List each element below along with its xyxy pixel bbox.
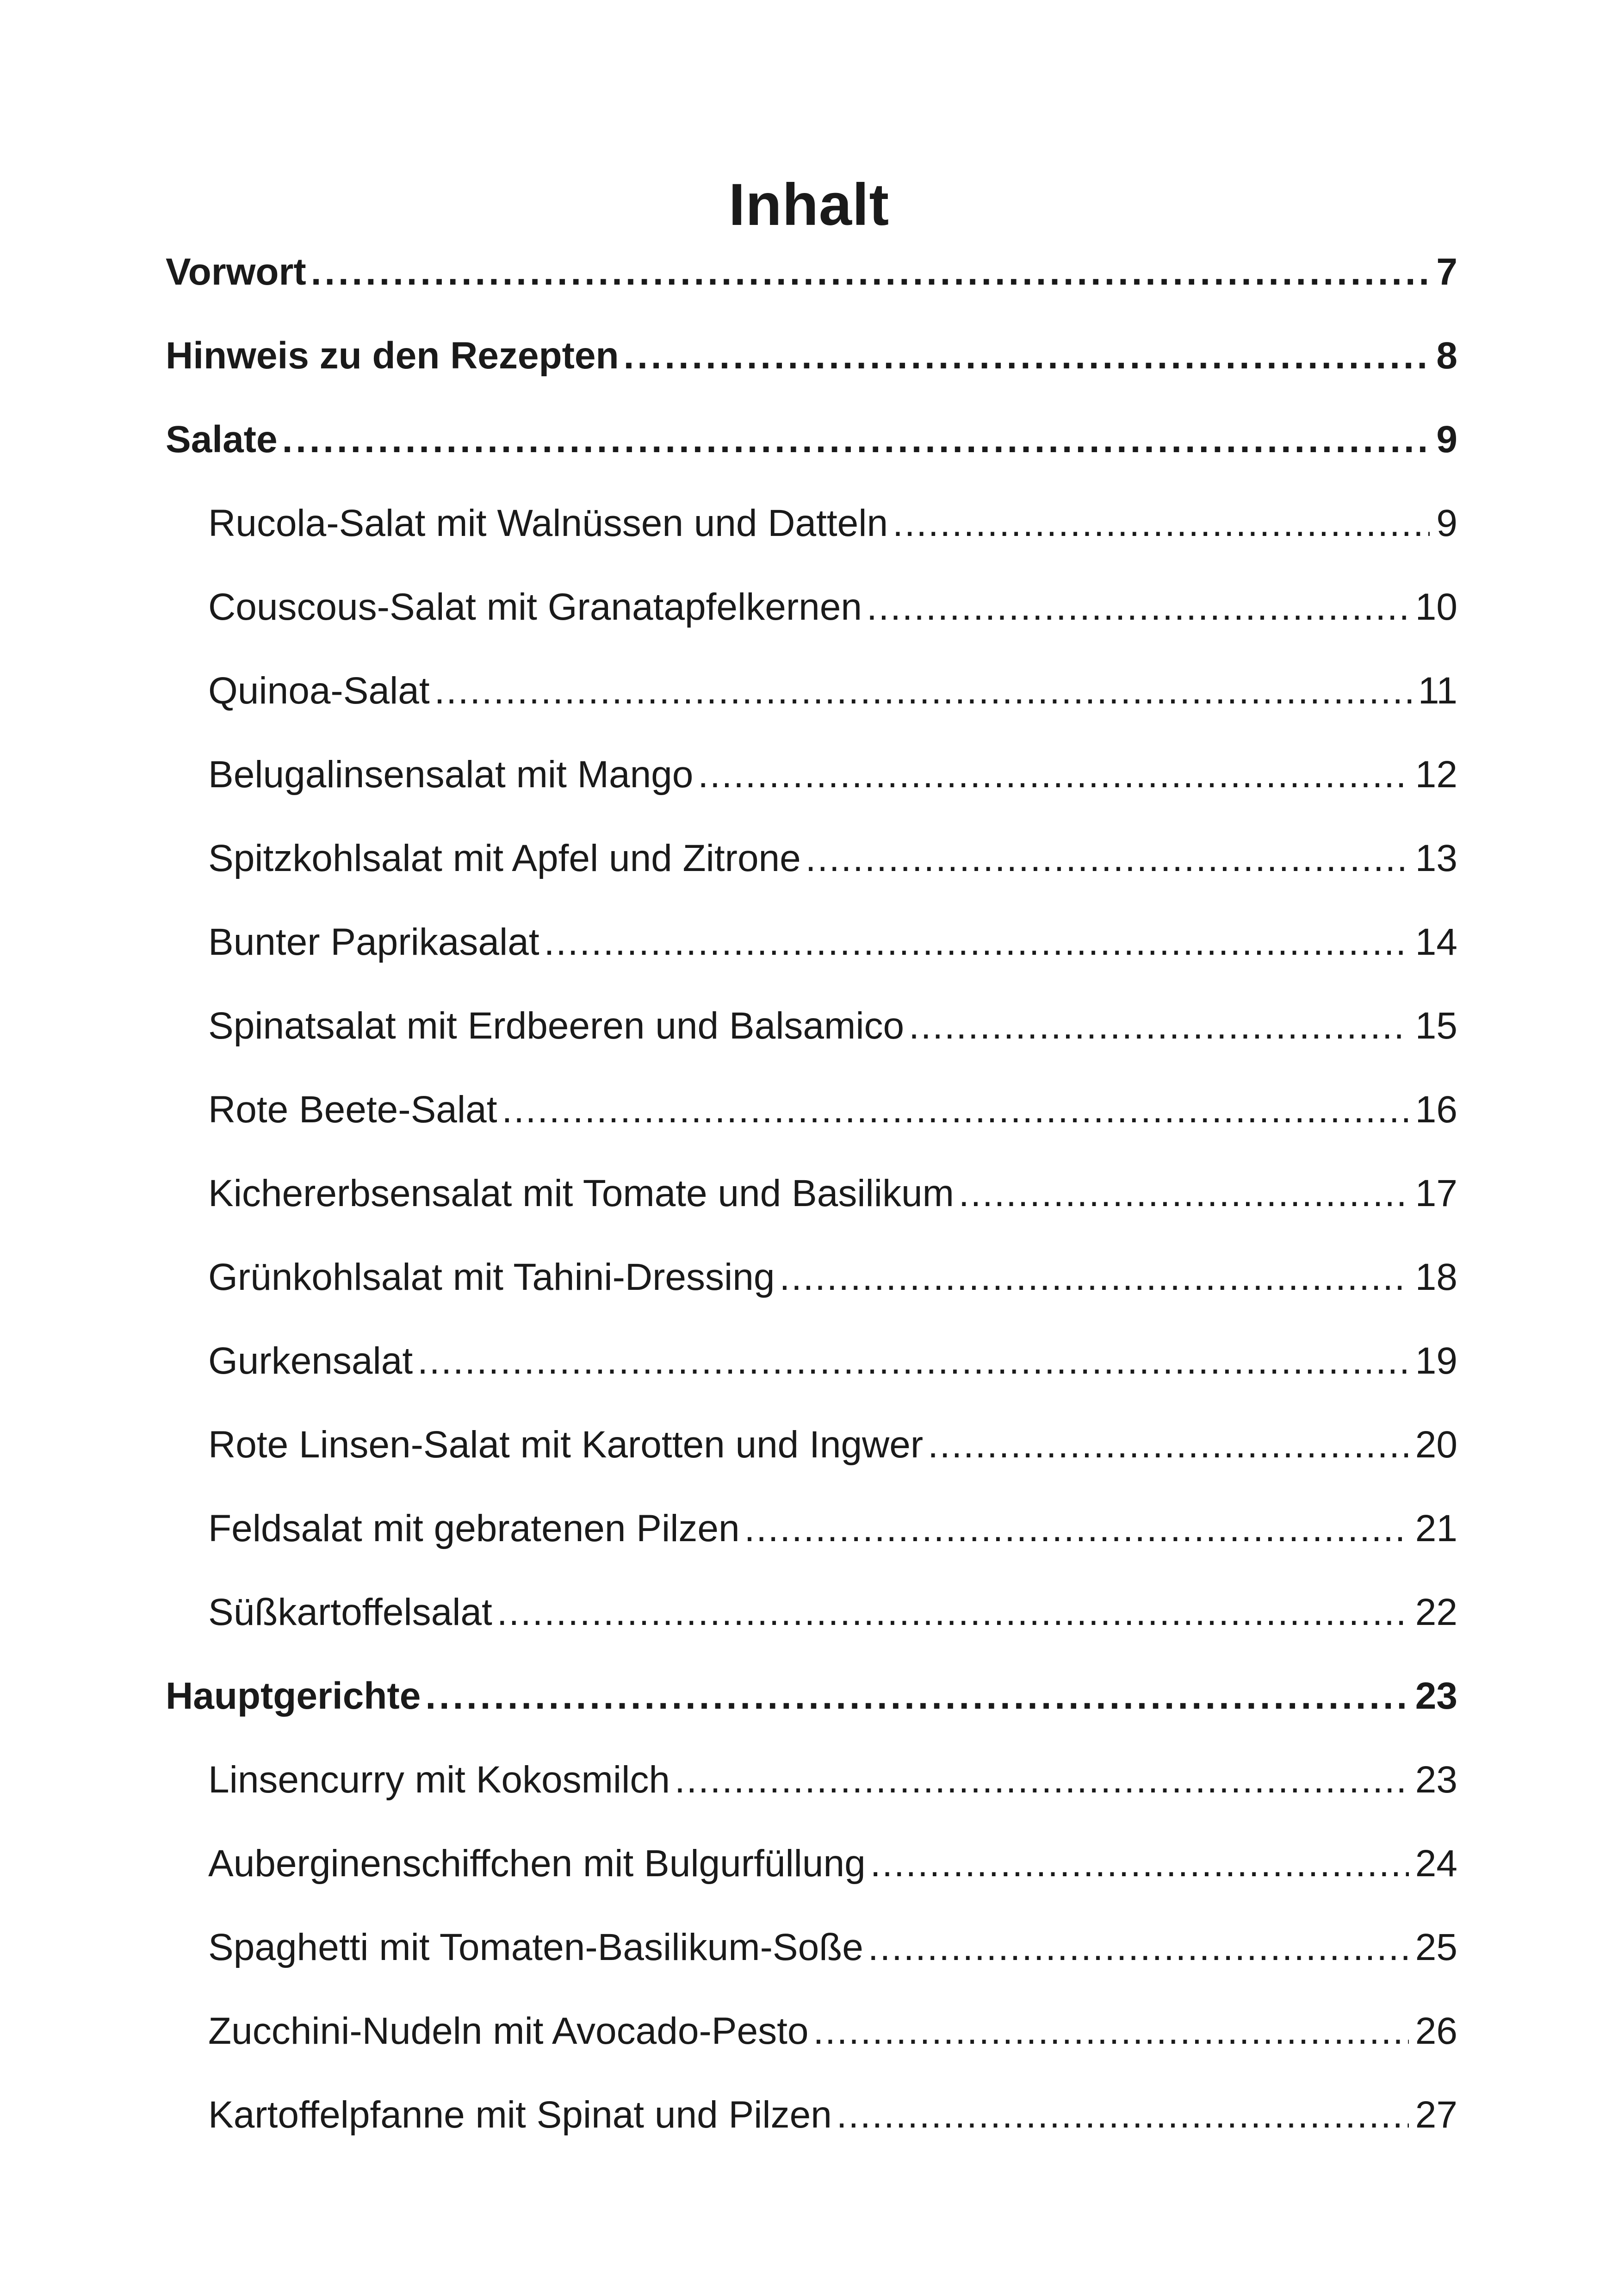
dot-leader (497, 1581, 1409, 1644)
toc-entry-page-number: 15 (1415, 1005, 1457, 1047)
toc-entry-label: Couscous-Salat mit Granatapfelkernen (208, 586, 862, 628)
dot-leader (909, 995, 1409, 1058)
toc-entry-page-number: 13 (1415, 837, 1457, 879)
toc-chapter-entry (166, 408, 1457, 492)
dot-leader (624, 324, 1430, 387)
dot-leader (698, 743, 1408, 806)
toc-entry-page-number: 8 (1436, 335, 1457, 377)
toc-recipe-entry (166, 827, 1457, 911)
toc-recipe-entry (166, 576, 1457, 660)
dot-leader (893, 492, 1430, 555)
page-title: Inhalt (728, 172, 890, 238)
toc-entry-page-number: 26 (1415, 2010, 1457, 2052)
toc-entry-label: Rote Beete-Salat (208, 1089, 497, 1131)
dot-leader (311, 241, 1430, 304)
dot-leader (870, 1832, 1409, 1895)
toc-recipe-entry (166, 1916, 1457, 2000)
dot-leader (813, 2000, 1408, 2063)
toc-entry-page-number: 23 (1415, 1675, 1457, 1717)
toc-entry-page-number: 11 (1418, 670, 1457, 712)
toc-entry-page-number: 10 (1415, 586, 1457, 628)
table-of-contents (166, 241, 1457, 2167)
toc-entry-page-number: 25 (1415, 1926, 1457, 1968)
dot-leader (837, 2084, 1409, 2147)
toc-entry-label: Kartoffelpfanne mit Spinat und Pilzen (208, 2094, 832, 2136)
dot-leader (868, 1916, 1409, 1979)
toc-entry-label: Hinweis zu den Rezepten (166, 335, 619, 377)
toc-entry-page-number: 19 (1415, 1340, 1457, 1382)
toc-entry-label: Auberginenschiffchen mit Bulgurfüllung (208, 1842, 866, 1885)
toc-recipe-entry (166, 1581, 1457, 1665)
toc-entry-label: Vorwort (166, 251, 306, 293)
dot-leader (544, 911, 1409, 974)
toc-recipe-entry (166, 1162, 1457, 1246)
toc-entry-label: Bunter Paprikasalat (208, 921, 539, 963)
toc-entry-page-number: 12 (1415, 753, 1457, 796)
toc-entry-label: Spinatsalat mit Erdbeeren und Balsamico (208, 1005, 905, 1047)
dot-leader (959, 1162, 1409, 1225)
toc-recipe-entry (166, 1832, 1457, 1916)
toc-entry-label: Kichererbsensalat mit Tomate und Basilikum (208, 1172, 954, 1214)
toc-recipe-entry (166, 1413, 1457, 1497)
toc-chapter-entry (166, 324, 1457, 408)
dot-leader (675, 1748, 1409, 1811)
dot-leader (928, 1413, 1409, 1476)
toc-entry-label: Linsencurry mit Kokosmilch (208, 1759, 670, 1801)
toc-entry-label: Zucchini-Nudeln mit Avocado-Pesto (208, 2010, 809, 2052)
toc-entry-label: Hauptgerichte (166, 1675, 421, 1717)
toc-entry-label: Grünkohlsalat mit Tahini-Dressing (208, 1256, 775, 1298)
toc-recipe-entry (166, 2084, 1457, 2167)
toc-entry-label: Gurkensalat (208, 1340, 413, 1382)
toc-entry-page-number: 20 (1415, 1424, 1457, 1466)
toc-entry-label: Feldsalat mit gebratenen Pilzen (208, 1507, 740, 1549)
toc-entry-label: Rucola-Salat mit Walnüssen und Datteln (208, 502, 888, 544)
toc-recipe-entry (166, 1330, 1457, 1413)
toc-entry-page-number: 7 (1436, 251, 1457, 293)
toc-recipe-entry (166, 660, 1457, 743)
toc-recipe-entry (166, 995, 1457, 1078)
toc-entry-page-number: 16 (1415, 1089, 1457, 1131)
toc-entry-page-number: 22 (1415, 1591, 1457, 1633)
toc-entry-label: Spitzkohlsalat mit Apfel und Zitrone (208, 837, 801, 879)
toc-recipe-entry (166, 2000, 1457, 2084)
toc-chapter-entry (166, 241, 1457, 324)
toc-entry-label: Süßkartoffelsalat (208, 1591, 492, 1633)
toc-recipe-entry (166, 911, 1457, 995)
toc-entry-page-number: 17 (1415, 1172, 1457, 1214)
toc-entry-label: Salate (166, 418, 278, 460)
toc-recipe-entry (166, 1497, 1457, 1581)
toc-entry-page-number: 21 (1415, 1507, 1457, 1549)
dot-leader (434, 660, 1412, 722)
dot-leader (502, 1078, 1409, 1141)
dot-leader (779, 1246, 1408, 1309)
toc-recipe-entry (166, 492, 1457, 576)
dot-leader (806, 827, 1409, 890)
toc-entry-label: Belugalinsensalat mit Mango (208, 753, 694, 796)
toc-entry-page-number: 23 (1415, 1759, 1457, 1801)
toc-recipe-entry (166, 1246, 1457, 1330)
toc-entry-page-number: 9 (1436, 418, 1457, 460)
toc-chapter-entry (166, 1665, 1457, 1748)
dot-leader (417, 1330, 1409, 1393)
toc-entry-page-number: 24 (1415, 1842, 1457, 1885)
toc-entry-label: Spaghetti mit Tomaten-Basilikum-Soße (208, 1926, 863, 1968)
toc-entry-page-number: 14 (1415, 921, 1457, 963)
dot-leader (282, 408, 1430, 471)
toc-entry-label: Quinoa-Salat (208, 670, 430, 712)
toc-recipe-entry (166, 743, 1457, 827)
dot-leader (744, 1497, 1409, 1560)
toc-entry-label: Rote Linsen-Salat mit Karotten und Ingwer (208, 1424, 924, 1466)
toc-entry-page-number: 27 (1415, 2094, 1457, 2136)
toc-recipe-entry (166, 1748, 1457, 1832)
dot-leader (867, 576, 1409, 639)
toc-entry-page-number: 18 (1415, 1256, 1457, 1298)
dot-leader (425, 1665, 1408, 1728)
toc-entry-page-number: 9 (1436, 502, 1457, 544)
toc-recipe-entry (166, 1078, 1457, 1162)
